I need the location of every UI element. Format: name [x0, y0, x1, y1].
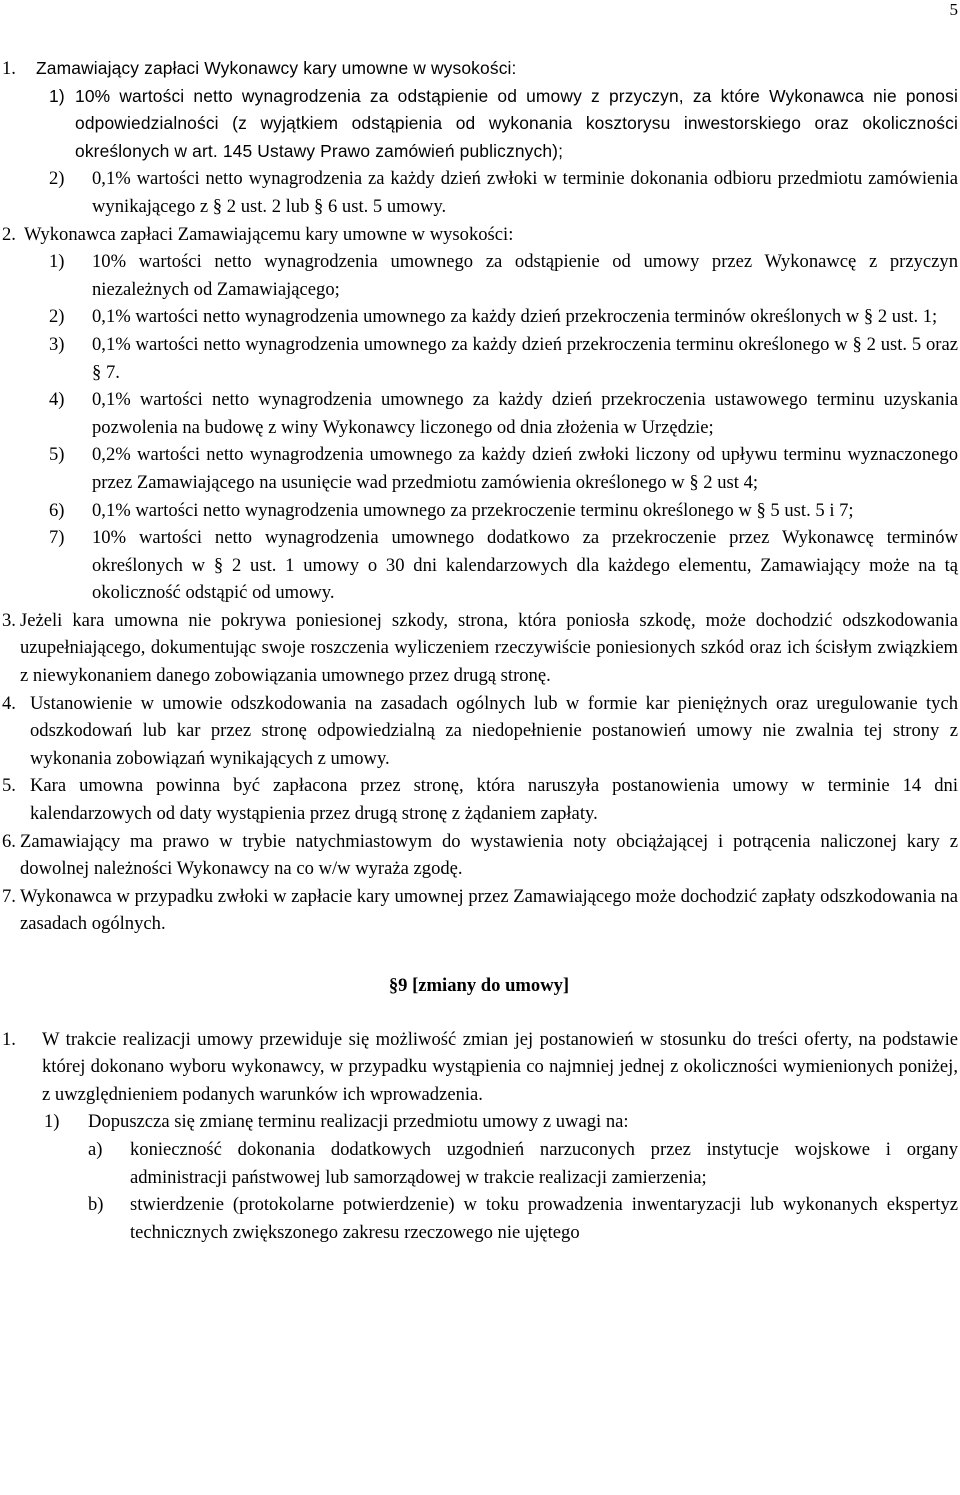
clause-1-item-1: 1) 10% wartości netto wynagrodzenia za odstąpienie od umowy z przyczyn, za które Wykonawca nie ponosi odpowiedzialności (z wyjątkiem odstąpienia od wykonania kosztorysu inwestorskiego oraz okoliczności określonych w art. 145 Ustawy Prawo zamówień publicznych);	[0, 83, 958, 166]
item-text: 0,1% wartości netto wynagrodzenia umownego za każdy dzień przekroczenia terminu określonego w § 2 ust. 5 oraz § 7.	[92, 333, 958, 383]
clause-text: Zamawiający ma prawo w trybie natychmiastowym do wystawienia noty obciążającej i potrącenia naliczonej kary z dowolnej należności Wykonawcy na co w/w wyraża zgodę.	[20, 830, 958, 880]
paragraph-text: W trakcie realizacji umowy przewiduje się możliwość zmian jej postanowień w stosunku do treści oferty, na podstawie której dokonano wyboru wykonawcy, w przypadku wystąpienia co najmniej jednej z okoliczności wymienionych poniżej, z uwzględnieniem podanych warunków ich wprowadzenia.	[42, 1028, 958, 1105]
letter-text: stwierdzenie (protokolarne potwierdzenie) w toku prowadzenia inwentaryzacji lub wykonanych ekspertyz technicznych zwiększonego zakresu rzeczowego nie ujętego	[130, 1194, 958, 1243]
clause-4: 4. Ustanowienie w umowie odszkodowania na zasadach ogólnych lub w formie kar pieniężnych oraz uregulowanie tych odszkodowań lub kar przez stronę odpowiedzialną za niedopełnienie postanowień umowy nie zwalnia tej strony z wykonania zobowiązań wynikających z umowy.	[0, 690, 958, 773]
clause-1-item-2: 2) 0,1% wartości netto wynagrodzenia za każdy dzień zwłoki w terminie dokonania odbioru przedmiotu zamówienia wynikającego z § 2 ust. 2 lub § 6 ust. 5 umowy.	[0, 165, 958, 220]
page-number: 5	[949, 0, 958, 19]
section-9-paragraph-1: 1. W trakcie realizacji umowy przewiduje się możliwość zmian jej postanowień w stosunku do treści oferty, na podstawie której dokonano wyboru wykonawcy, w przypadku wystąpienia co najmniej jednej z okoliczności wymienionych poniżej, z uwzględnieniem podanych warunków ich wprowadzenia.	[0, 1026, 958, 1109]
clause-number: 2.	[2, 223, 16, 245]
item-text: 0,1% wartości netto wynagrodzenia umownego za każdy dzień przekroczenia ustawowego terminu uzyskania pozwolenia na budowę z winy Wykonawcy liczonego od dnia złożenia w Urzędzie;	[92, 389, 958, 438]
section-9-item-1: 1) Dopuszcza się zmianę terminu realizacji przedmiotu umowy z uwagi na:	[0, 1108, 958, 1136]
clause-2-item-6: 6) 0,1% wartości netto wynagrodzenia umownego za przekroczenie terminu określonego w § 5 ust. 5 i 7;	[0, 497, 958, 525]
clause-intro: Zamawiający zapłaci Wykonawcy kary umowne w wysokości:	[36, 58, 517, 78]
section-9-letter-a: a) konieczność dokonania dodatkowych uzgodnień narzuconych przez instytucje wojskowe i organy administracji państwowej lub samorządowej w trakcie realizacji zamierzenia;	[0, 1136, 958, 1191]
section-heading: §9 [zmiany do umowy]	[388, 975, 570, 996]
clause-text: Kara umowna powinna być zapłacona przez stronę, która naruszyła postanowienia umowy w terminie 14 dni kalendarzowych od daty wystąpienia przez drugą stronę z żądaniem zapłaty.	[30, 775, 958, 825]
clause-2-item-5: 5) 0,2% wartości netto wynagrodzenia umownego za każdy dzień zwłoki liczony od upływu terminu wyznaczonego przez Zamawiającego na usunięcie wad przedmiotu zamówienia określonego w § 2 ust 4;	[0, 441, 958, 496]
clause-6: 6. Zamawiający ma prawo w trybie natychmiastowym do wystawienia noty obciążającej i potrącenia naliczonej kary z dowolnej należności Wykonawcy na co w/w wyraża zgodę.	[0, 828, 958, 883]
clause-3: 3. Jeżeli kara umowna nie pokrywa poniesionej szkody, strona, która poniosła szkodę, może dochodzić odszkodowania uzupełniającego, dokumentując swoje roszczenia wyliczeniem rzeczywiście poniesionych szkód oraz ich ścisłym związkiem z niewykonaniem danego zobowiązania umownego przez drugą stronę.	[0, 607, 958, 690]
item-text: 0,1% wartości netto wynagrodzenia umownego za przekroczenie terminu określonego w § 5 ust. 5 i 7;	[92, 499, 854, 521]
clause-5: 5. Kara umowna powinna być zapłacona przez stronę, która naruszyła postanowienia umowy w terminie 14 dni kalendarzowych od daty wystąpienia przez drugą stronę z żądaniem zapłaty.	[0, 772, 958, 827]
clause-text: Ustanowienie w umowie odszkodowania na zasadach ogólnych lub w formie kar pieniężnych oraz uregulowanie tych odszkodowań lub kar przez stronę odpowiedzialną za niedopełnienie postanowień umowy nie zwalnia tej strony z wykonania zobowiązań wynikających z umowy.	[30, 692, 958, 769]
item-text: 10% wartości netto wynagrodzenia umownego za odstąpienie od umowy przez Wykonawcę z przyczyn niezależnych od Zamawiającego;	[92, 251, 958, 300]
item-text: 0,1% wartości netto wynagrodzenia umownego za każdy dzień przekroczenia terminów określonych w § 2 ust. 1;	[92, 306, 938, 328]
clause-1	[0, 55, 958, 83]
item-text: 10% wartości netto wynagrodzenia umownego dodatkowo za przekroczenie przez Wykonawcę terminów określonych w § 2 ust. 1 umowy o 30 dni kalendarzowych dla każdego elementu, Zamawiający może na tą okoliczność odstąpić od umowy.	[92, 527, 958, 604]
clause-number: 1.	[2, 58, 16, 79]
clause-text: Jeżeli kara umowna nie pokrywa poniesionej szkody, strona, która poniosła szkodę, może dochodzić odszkodowania uzupełniającego, dokumentując swoje roszczenia wyliczeniem rzeczywiście poniesionych szkód oraz ich ścisłym związkiem z niewykonaniem danego zobowiązania umownego przez drugą stronę.	[20, 609, 958, 687]
clause-2	[0, 221, 958, 249]
clause-2-item-4: 4) 0,1% wartości netto wynagrodzenia umownego za każdy dzień przekroczenia ustawowego terminu uzyskania pozwolenia na budowę z winy Wykonawcy liczonego od dnia złożenia w Urzędzie;	[0, 386, 958, 441]
clause-intro: Wykonawca zapłaci Zamawiającemu kary umowne w wysokości:	[24, 223, 514, 245]
clause-7: 7. Wykonawca w przypadku zwłoki w zapłacie kary umownej przez Zamawiającego może dochodzić zapłaty odszkodowania na zasadach ogólnych.	[0, 883, 958, 938]
clause-2-item-1: 1) 10% wartości netto wynagrodzenia umownego za odstąpienie od umowy przez Wykonawcę z przyczyn niezależnych od Zamawiającego;	[0, 248, 958, 303]
document-body	[0, 55, 958, 1246]
clause-text: Wykonawca w przypadku zwłoki w zapłacie kary umownej przez Zamawiającego może dochodzić zapłaty odszkodowania na zasadach ogólnych.	[20, 885, 958, 935]
section-9-letter-b: b) stwierdzenie (protokolarne potwierdzenie) w toku prowadzenia inwentaryzacji lub wykonanych ekspertyz technicznych zwiększonego zakresu rzeczowego nie ujętego	[0, 1191, 958, 1246]
clause-2-item-7: 7) 10% wartości netto wynagrodzenia umownego dodatkowo za przekroczenie przez Wykonawcę terminów określonych w § 2 ust. 1 umowy o 30 dni kalendarzowych dla każdego elementu, Zamawiający może na tą okoliczność odstąpić od umowy.	[0, 524, 958, 607]
clause-2-item-2: 2) 0,1% wartości netto wynagrodzenia umownego za każdy dzień przekroczenia terminów określonych w § 2 ust. 1;	[0, 303, 958, 331]
item-text: 0,2% wartości netto wynagrodzenia umownego za każdy dzień zwłoki liczony od upływu terminu wyznaczonego przez Zamawiającego na usunięcie wad przedmiotu zamówienia określonego w § 2 ust 4;	[92, 444, 958, 493]
item-text: 0,1% wartości netto wynagrodzenia za każdy dzień zwłoki w terminie dokonania odbioru przedmiotu zamówienia wynikającego z § 2 ust. 2 lub § 6 ust. 5 umowy.	[92, 168, 958, 217]
letter-text: konieczność dokonania dodatkowych uzgodnień narzuconych przez instytucje wojskowe i organy administracji państwowej lub samorządowej w trakcie realizacji zamierzenia;	[130, 1138, 958, 1188]
clause-2-item-3: 3) 0,1% wartości netto wynagrodzenia umownego za każdy dzień przekroczenia terminu określonego w § 2 ust. 5 oraz § 7.	[0, 331, 958, 386]
item-text: 10% wartości netto wynagrodzenia za odstąpienie od umowy z przyczyn, za które Wykonawca nie ponosi odpowiedzialności (z wyjątkiem odstąpienia od wykonania kosztorysu inwestorskiego oraz okoliczności określonych w art. 145 Ustawy Prawo zamówień publicznych);	[75, 85, 958, 161]
item-text: Dopuszcza się zmianę terminu realizacji przedmiotu umowy z uwagi na:	[88, 1111, 629, 1133]
